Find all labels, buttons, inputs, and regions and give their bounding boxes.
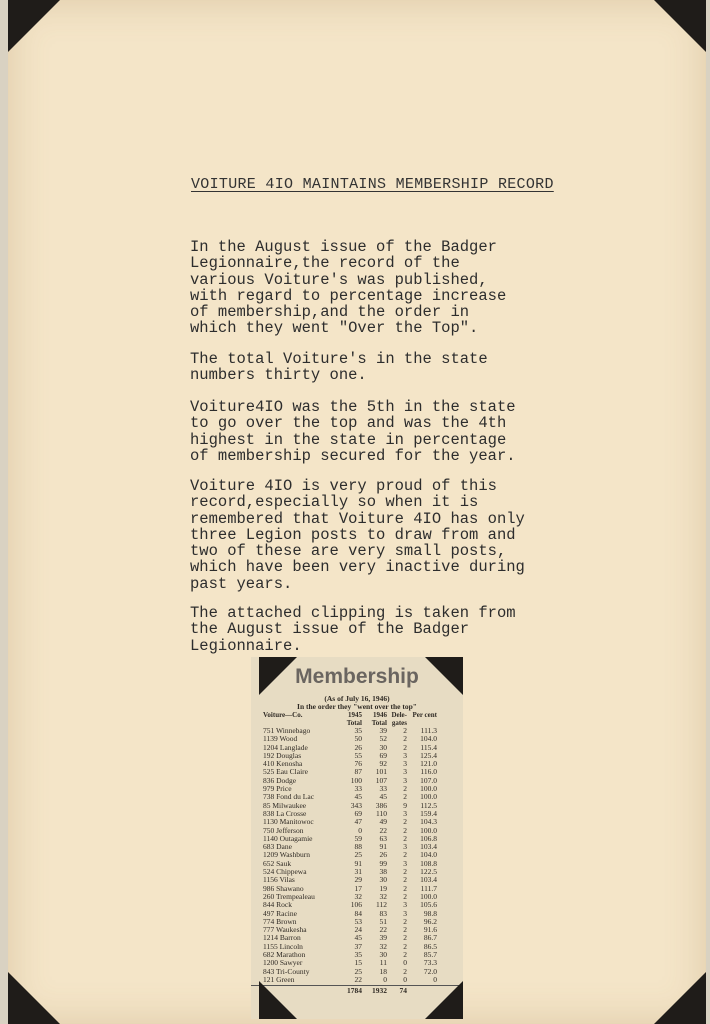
cell-1945: 55	[354, 750, 362, 760]
cell-1946: 39	[379, 933, 387, 943]
cell-1946: 49	[379, 817, 387, 827]
cell-delegates: 9	[403, 800, 407, 810]
clipping-header-row	[251, 712, 463, 727]
cell-1945: 45	[354, 792, 362, 802]
paragraph-line: highest in the state in percentage	[190, 430, 507, 449]
cell-1946: 112	[376, 900, 387, 910]
paragraph-line: two of these are very small posts,	[190, 542, 507, 561]
cell-voiture: 192 Douglas	[263, 751, 302, 760]
cell-voiture: 1140 Outagamie	[263, 834, 313, 843]
cell-1946: 91	[379, 842, 387, 852]
cell-delegates: 3	[403, 900, 407, 910]
cell-delegates: 2	[403, 933, 407, 943]
header-voiture: Voiture—Co.	[263, 712, 303, 719]
cell-1945: 32	[354, 891, 362, 901]
cell-voiture: 1139 Wood	[263, 735, 298, 744]
paragraph-line: remembered that Voiture 4IO has only	[190, 509, 525, 528]
cell-1946: 22	[379, 825, 387, 835]
cell-voiture: 121 Green	[263, 975, 295, 984]
paragraph-line: Voiture4IO was the 5th in the state	[190, 398, 516, 416]
cell-percent: 107.0	[420, 775, 437, 785]
cell-1945: 33	[354, 784, 362, 794]
cell-delegates: 2	[403, 825, 407, 835]
cell-voiture: 1156 Vilas	[263, 876, 295, 885]
cell-1946: 69	[379, 750, 387, 760]
cell-delegates: 2	[403, 867, 407, 877]
cell-percent: 0	[433, 974, 437, 984]
cell-delegates: 0	[403, 958, 407, 968]
cell-1945: 22	[354, 974, 362, 984]
clipping-asof: (As of July 16, 1946)	[324, 694, 390, 703]
paragraph-line: with regard to percentage increase	[190, 286, 507, 305]
table-row	[251, 976, 463, 984]
cell-1946: 99	[379, 858, 387, 868]
cell-delegates: 2	[403, 883, 407, 893]
cell-percent: 100.0	[420, 784, 437, 794]
cell-delegates: 2	[403, 742, 407, 752]
clipping-table-body	[251, 727, 463, 984]
cell-voiture: 1204 Langlade	[263, 743, 308, 752]
total-1946: 1932	[372, 986, 387, 996]
cell-percent: 106.8	[420, 833, 437, 843]
cell-percent: 122.5	[420, 867, 437, 877]
cell-voiture: 777 Waukesha	[263, 926, 307, 935]
cell-delegates: 3	[403, 775, 407, 785]
cell-percent: 100.0	[420, 825, 437, 835]
cell-1945: 50	[354, 734, 362, 744]
clipping-order: In the order they "went over the top"	[297, 702, 417, 711]
cell-1946: 30	[379, 950, 387, 960]
cell-delegates: 2	[403, 734, 407, 744]
cell-percent: 104.0	[420, 734, 437, 744]
cell-delegates: 3	[403, 759, 407, 769]
paragraph	[190, 239, 570, 337]
paragraph-line: of membership secured for the year.	[190, 446, 516, 465]
cell-voiture: 836 Dodge	[263, 776, 297, 785]
paragraph-line: The total Voiture's in the state	[190, 350, 488, 368]
cell-percent: 86.5	[423, 941, 437, 951]
cell-1946: 92	[379, 759, 387, 769]
cell-1946: 83	[379, 908, 387, 918]
cell-1946: 30	[379, 742, 387, 752]
cell-delegates: 2	[403, 726, 407, 735]
cell-delegates: 2	[403, 891, 407, 901]
photo-corner-top-right	[654, 0, 706, 52]
paragraph-line: Voiture 4IO is very proud of this	[190, 477, 497, 495]
cell-percent: 112.5	[420, 800, 437, 810]
cell-delegates: 2	[403, 966, 407, 976]
cell-1945: 91	[354, 858, 362, 868]
cell-delegates: 3	[403, 808, 407, 818]
cell-delegates: 0	[403, 974, 407, 984]
cell-1945: 45	[354, 933, 362, 943]
cell-percent: 105.6	[420, 900, 437, 910]
cell-voiture: 774 Brown	[263, 917, 297, 926]
cell-delegates: 2	[403, 941, 407, 951]
paragraph-line: In the August issue of the Badger	[190, 238, 497, 256]
cell-1946: 0	[383, 974, 387, 984]
clipping-heading: Membership	[295, 665, 419, 688]
cell-percent: 116.0	[420, 767, 437, 777]
cell-percent: 103.4	[420, 875, 437, 885]
paragraph	[190, 351, 570, 384]
newspaper-clipping	[251, 657, 463, 1019]
cell-1946: 22	[379, 925, 387, 935]
cell-percent: 86.7	[423, 933, 437, 943]
cell-1945: 106	[350, 900, 362, 910]
cell-1946: 107	[375, 775, 387, 785]
cell-voiture: 525 Eau Claire	[263, 768, 308, 777]
cell-voiture: 652 Sauk	[263, 859, 292, 868]
paragraph-line: which they went "Over the Top".	[190, 319, 479, 338]
cell-1946: 110	[376, 808, 387, 818]
cell-percent: 96.2	[423, 916, 437, 926]
photo-corner-bottom-left	[8, 972, 60, 1024]
cell-delegates: 3	[403, 908, 407, 918]
cell-voiture: 750 Jefferson	[263, 826, 304, 835]
cell-voiture: 1209 Washburn	[263, 851, 310, 860]
cell-1946: 63	[379, 833, 387, 843]
cell-1946: 32	[379, 941, 387, 951]
page-title: VOITURE 4IO MAINTAINS MEMBERSHIP RECORD	[191, 176, 554, 193]
cell-1946: 52	[379, 734, 387, 744]
cell-percent: 72.0	[423, 966, 437, 976]
total-delegates: 74	[399, 986, 407, 996]
paragraph-line: The attached clipping is taken from	[190, 604, 516, 622]
paragraph-line: Legionnaire,the record of the	[190, 254, 460, 273]
cell-1945: 37	[354, 941, 362, 951]
header-1945: 1945 Total	[346, 711, 362, 727]
paragraph	[190, 605, 570, 654]
cell-1945: 53	[354, 916, 362, 926]
cell-1945: 24	[354, 925, 362, 935]
cell-1946: 45	[379, 792, 387, 802]
cell-delegates: 2	[403, 833, 407, 843]
cell-voiture: 1200 Sawyer	[263, 959, 303, 968]
paragraph	[190, 399, 570, 464]
cell-1945: 69	[354, 808, 362, 818]
clipping-totals-row	[251, 985, 463, 995]
cell-delegates: 2	[403, 792, 407, 802]
cell-voiture: 683 Dane	[263, 843, 292, 852]
cell-1945: 26	[354, 742, 362, 752]
cell-delegates: 2	[403, 850, 407, 860]
cell-1946: 30	[379, 875, 387, 885]
scrapbook-page	[8, 0, 706, 1024]
cell-1945: 35	[354, 950, 362, 960]
paragraph-line: three Legion posts to draw from and	[190, 525, 516, 544]
cell-delegates: 3	[403, 767, 407, 777]
cell-percent: 100.0	[420, 891, 437, 901]
cell-delegates: 2	[403, 817, 407, 827]
cell-percent: 100.0	[420, 792, 437, 802]
cell-voiture: 751 Winnebago	[263, 727, 311, 735]
cell-percent: 73.3	[423, 958, 437, 968]
paragraph-line: to go over the top and was the 4th	[190, 414, 507, 433]
paragraph-line: which have been very inactive during	[190, 558, 525, 577]
cell-1945: 84	[354, 908, 362, 918]
cell-percent: 111.7	[420, 883, 437, 893]
cell-1946: 26	[379, 850, 387, 860]
paragraph-line: past years.	[190, 574, 293, 593]
cell-1946: 386	[375, 800, 387, 810]
cell-1946: 32	[379, 891, 387, 901]
photo-corner-bottom-right	[654, 972, 706, 1024]
cell-percent: 98.8	[423, 908, 437, 918]
cell-percent: 159.4	[420, 808, 437, 818]
cell-percent: 125.4	[420, 750, 437, 760]
cell-1946: 101	[375, 767, 387, 777]
cell-1945: 100	[350, 775, 362, 785]
cell-voiture: 986 Shawano	[263, 884, 304, 893]
cell-voiture: 497 Racine	[263, 909, 297, 918]
cell-delegates: 2	[403, 925, 407, 935]
header-percent: Per cent	[412, 711, 437, 719]
cell-1945: 15	[354, 958, 362, 968]
cell-1946: 33	[379, 784, 387, 794]
cell-voiture: 979 Price	[263, 785, 292, 794]
cell-percent: 121.0	[420, 759, 437, 769]
cell-delegates: 3	[403, 750, 407, 760]
header-1946: 1946 Total	[371, 711, 387, 727]
cell-1946: 19	[379, 883, 387, 893]
cell-delegates: 2	[403, 875, 407, 885]
cell-delegates: 2	[403, 784, 407, 794]
cell-1945: 59	[354, 833, 362, 843]
paragraph	[190, 478, 570, 592]
cell-1945: 76	[354, 759, 362, 769]
cell-delegates: 2	[403, 950, 407, 960]
cell-voiture: 524 Chippewa	[263, 868, 307, 877]
cell-1945: 31	[354, 867, 362, 877]
cell-delegates: 2	[403, 916, 407, 926]
cell-1945: 35	[354, 726, 362, 735]
cell-1945: 17	[354, 883, 362, 893]
cell-1945: 87	[354, 767, 362, 777]
cell-voiture: 682 Marathon	[263, 951, 306, 960]
paragraph-line: record,especially so when it is	[190, 493, 479, 512]
cell-1946: 39	[379, 726, 387, 735]
cell-1945: 343	[350, 800, 362, 810]
cell-percent: 104.3	[420, 817, 437, 827]
cell-1946: 38	[379, 867, 387, 877]
cell-voiture: 1214 Barron	[263, 934, 301, 943]
total-percent	[407, 986, 437, 995]
cell-percent: 85.7	[423, 950, 437, 960]
cell-delegates: 3	[403, 842, 407, 852]
paragraph-line: various Voiture's was published,	[190, 270, 488, 289]
cell-percent: 115.4	[420, 742, 437, 752]
cell-voiture: 738 Fond du Lac	[263, 793, 315, 802]
cell-voiture: 1130 Manitowoc	[263, 818, 314, 827]
cell-voiture: 838 La Crosse	[263, 809, 307, 818]
paragraph-line: numbers thirty one.	[190, 366, 367, 385]
cell-1945: 29	[354, 875, 362, 885]
cell-percent: 104.0	[420, 850, 437, 860]
total-1945: 1784	[347, 986, 362, 996]
cell-1945: 47	[354, 817, 362, 827]
cell-1945: 88	[354, 842, 362, 852]
cell-voiture: 1155 Lincoln	[263, 942, 303, 951]
cell-1945: 25	[354, 850, 362, 860]
cell-voiture: 843 Tri-County	[263, 967, 310, 976]
cell-voiture: 844 Rock	[263, 901, 292, 910]
cell-voiture: 260 Trempealeau	[263, 892, 315, 901]
cell-1945: 0	[358, 825, 362, 835]
cell-1945: 25	[354, 966, 362, 976]
cell-1946: 51	[379, 916, 387, 926]
cell-1946: 18	[379, 966, 387, 976]
photo-corner-top-left	[8, 0, 60, 52]
paragraph-line: Legionnaire.	[190, 636, 302, 655]
header-delegates: Dele-gates	[391, 711, 407, 727]
paragraph-line: the August issue of the Badger	[190, 620, 470, 639]
paragraph-line: of membership,and the order in	[190, 303, 470, 322]
cell-percent: 103.4	[420, 842, 437, 852]
cell-percent: 111.3	[420, 726, 437, 735]
cell-voiture: 85 Milwaukee	[263, 801, 307, 810]
cell-percent: 108.8	[420, 858, 437, 868]
cell-delegates: 3	[403, 858, 407, 868]
cell-voiture: 410 Kenosha	[263, 760, 303, 769]
cell-1946: 11	[379, 958, 387, 968]
cell-percent: 91.6	[423, 925, 437, 935]
